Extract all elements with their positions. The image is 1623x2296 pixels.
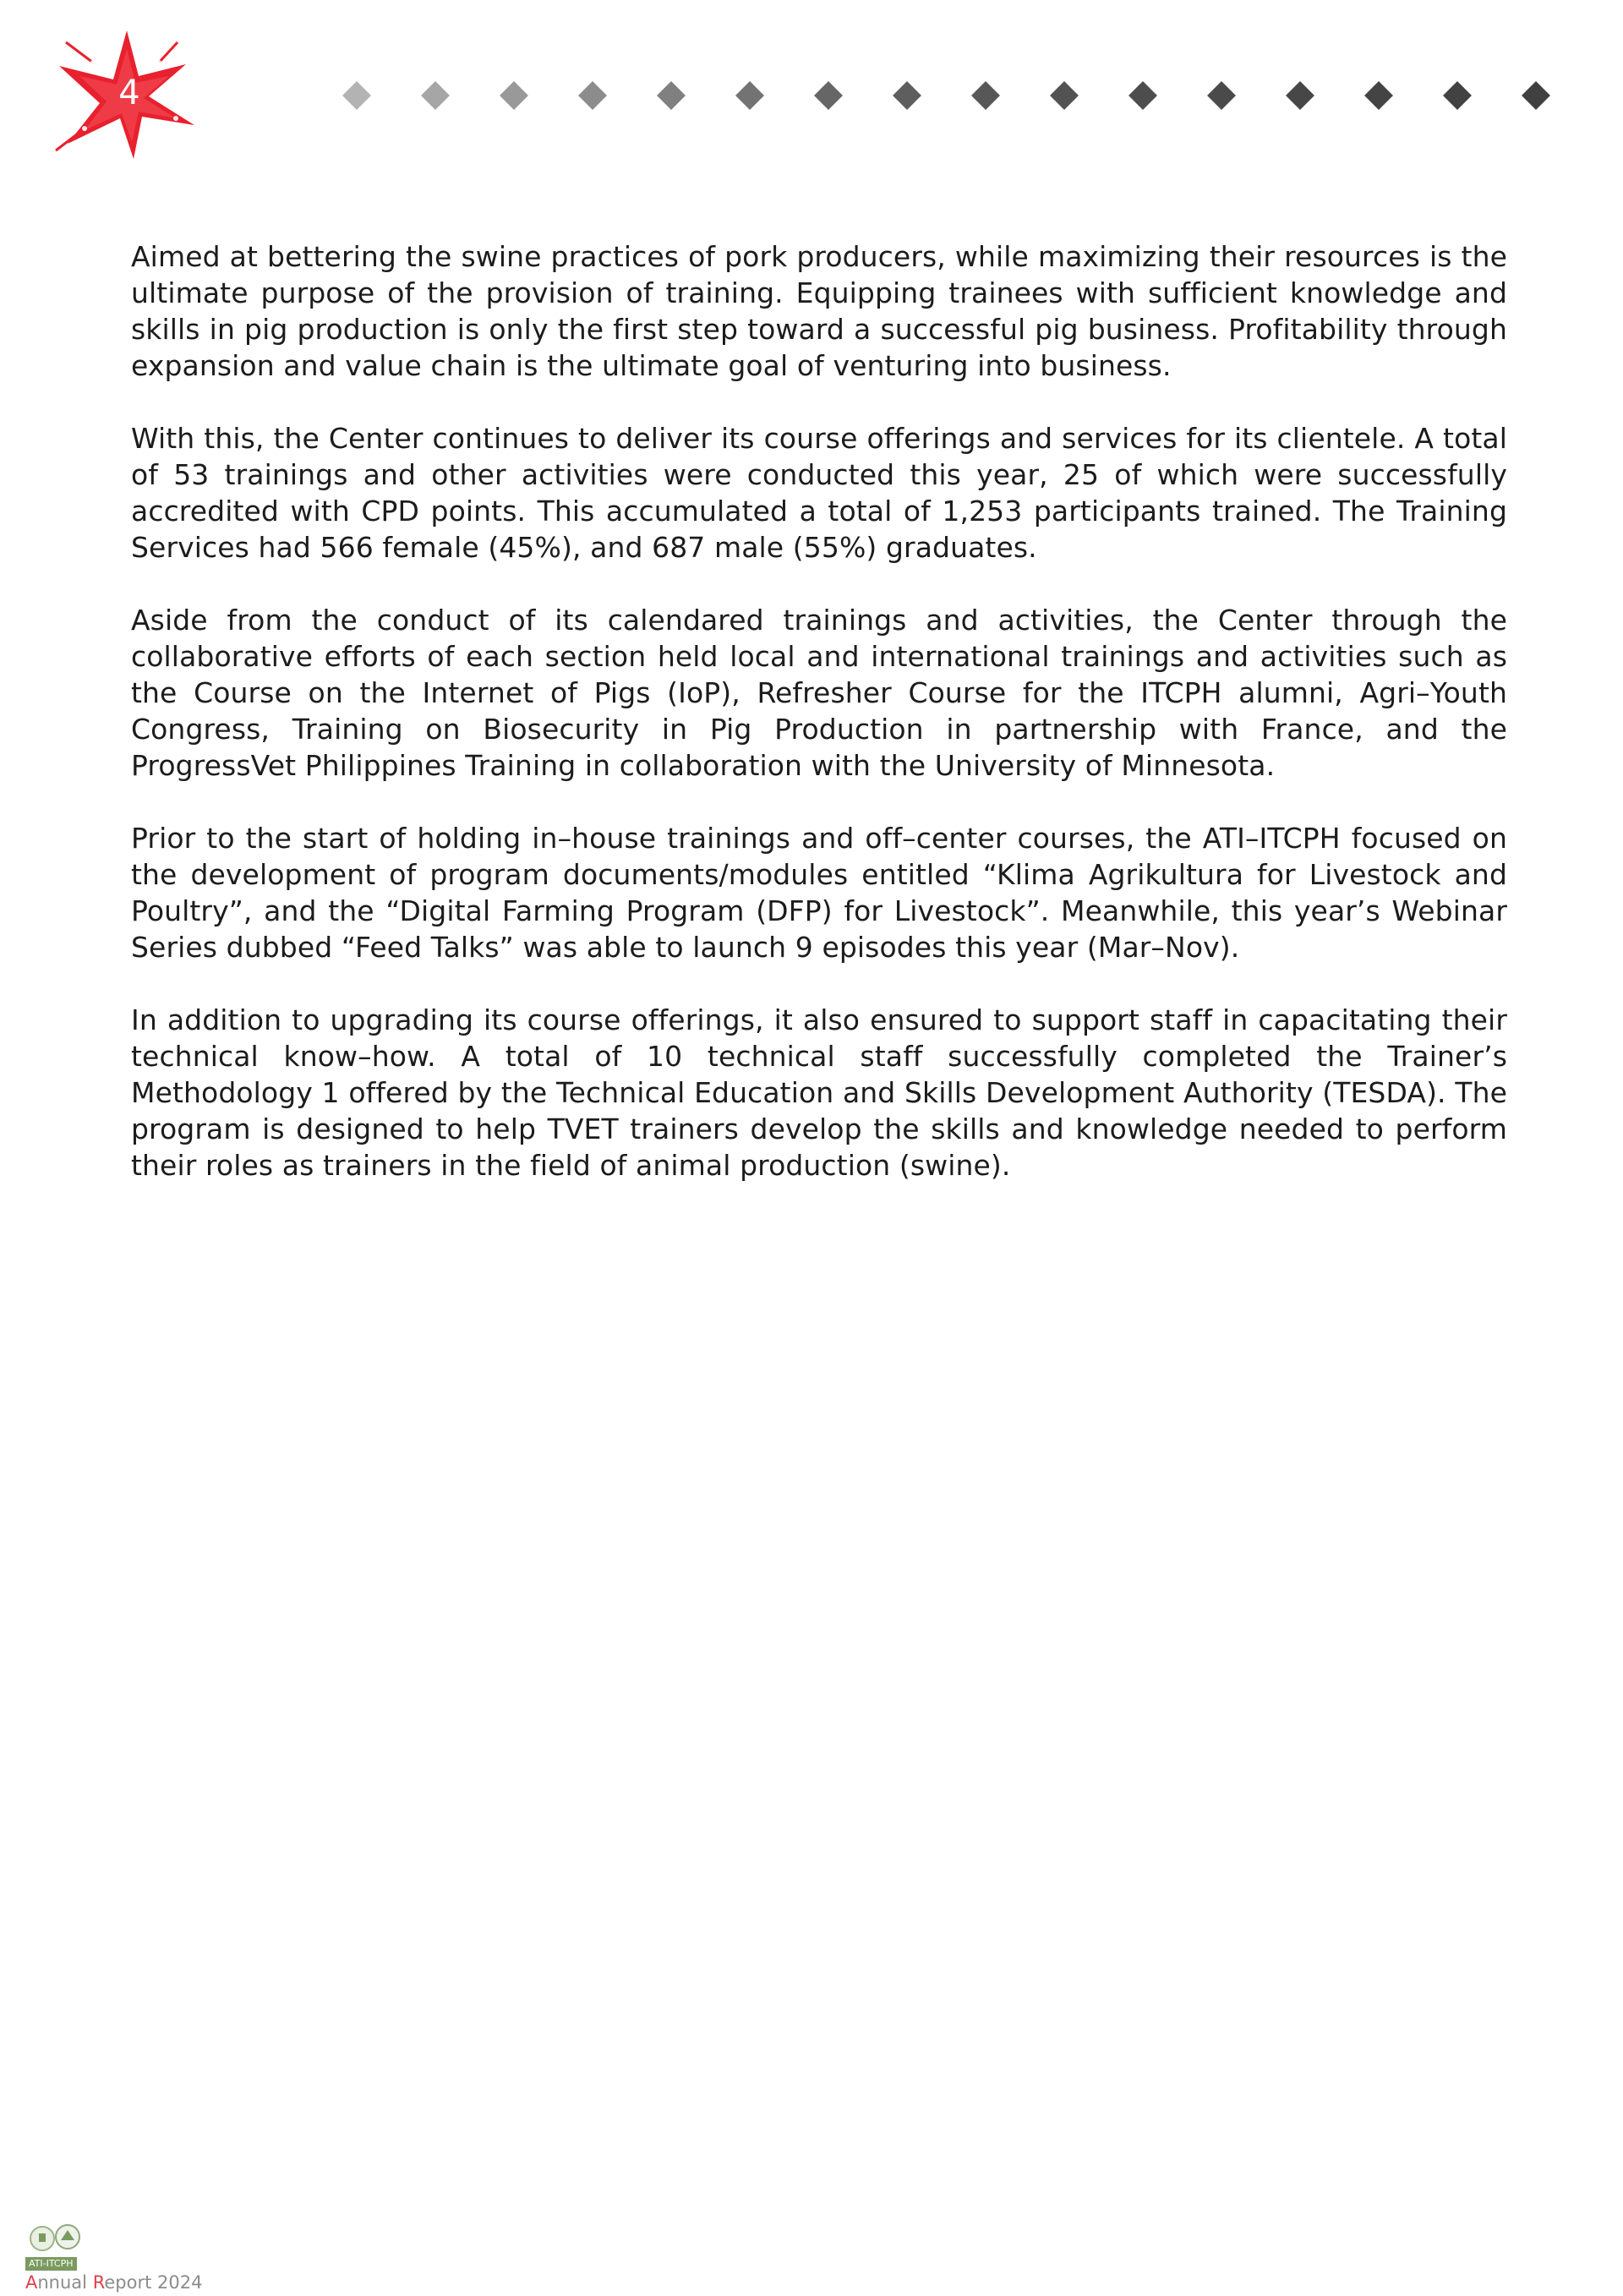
paragraph: Prior to the start of holding in–house trainings and off–center courses, the ATI–ITCPH focused on the development of program documents/modules entitled “Klima Agrikultura for Livestock and Poultry”, and the “Digital Farming Program (DFP) for Livestock”. Meanwhile, this year’s Webinar Series dubbed “Feed Talks” was able to launch 9 episodes this year (Mar–Nov).	[131, 822, 1507, 964]
diamond-icon	[657, 81, 686, 110]
diamond-icon	[500, 81, 528, 110]
footer	[22, 2222, 276, 2293]
report-title-part: eport 2024	[104, 2272, 203, 2293]
paragraph: Aimed at bettering the swine practices of pork producers, while maximizing their resources is the ultimate purpose of the provision of training. Equipping trainees with sufficient knowledge and skills in pig production is only the first step toward a successful pig business. Profitability through expansion and value chain is the ultimate goal of venturing into business.	[131, 240, 1507, 382]
paragraph: With this, the Center continues to deliver its course offerings and services for its clientele. A total of 53 trainings and other activities were conducted this year, 25 of which were successfully accredited with CPD points. This accumulated a total of 1,253 participants trained. The Training Services had 566 female (45%), and 687 male (55%) graduates.	[131, 422, 1507, 564]
diamond-icon	[1207, 81, 1236, 110]
diamond-icon	[1128, 81, 1157, 110]
paragraph: Aside from the conduct of its calendared trainings and activities, the Center through the collaborative efforts of each section held local and international trainings and activities such as the Course on the Internet of Pigs (IoP), Refresher Course for the ITCPH alumni, Agri–Youth Congress, Training on Biosecurity in Pig Production in partnership with France, and the ProgressVet Philippines Training in collaboration with the University of Minnesota.	[131, 604, 1507, 782]
logo-icon	[25, 2222, 93, 2255]
diamond-icon	[893, 81, 921, 110]
diamond-icon	[1050, 81, 1079, 110]
diamond-icon	[814, 81, 843, 110]
diamond-icon	[735, 81, 764, 110]
diamond-icon	[1443, 81, 1472, 110]
org-tag: ATI-ITCPH	[25, 2257, 77, 2271]
certification-logos	[25, 2222, 93, 2255]
decorative-diamond-row	[347, 85, 1572, 116]
article-body	[131, 238, 1507, 1220]
report-title-initial-r: R	[92, 2272, 105, 2293]
diamond-icon	[421, 81, 450, 110]
paragraph: In addition to upgrading its course offerings, it also ensured to support staff in capacitating their technical know–how. A total of 10 technical staff successfully completed the Trainer’s Methodology 1 offered by the Technical Education and Skills Development Authority (TESDA). The program is designed to help TVET trainers develop the skills and knowledge needed to perform their roles as trainers in the field of animal production (swine).	[131, 1003, 1507, 1182]
page-number: 4	[118, 74, 140, 112]
diamond-icon	[1522, 81, 1550, 110]
report-title	[25, 2272, 202, 2293]
report-title-part: nnual	[37, 2272, 93, 2293]
report-title-initial-a: A	[25, 2272, 38, 2293]
diamond-icon	[1286, 81, 1314, 110]
diamond-icon	[578, 81, 607, 110]
diamond-icon	[971, 81, 1000, 110]
diamond-icon	[1364, 81, 1393, 110]
diamond-icon	[342, 81, 371, 110]
